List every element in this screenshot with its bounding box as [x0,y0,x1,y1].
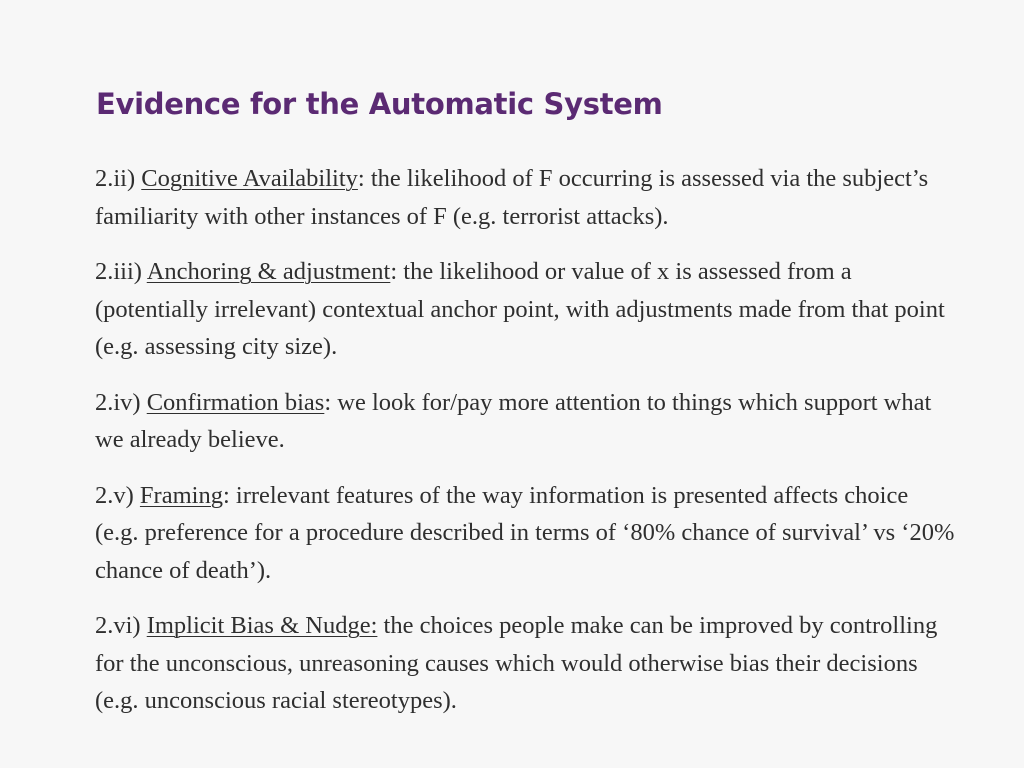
item-separator: : [222,481,230,509]
item-number: 2.vi) [95,612,147,639]
item-description: we look for/pay more attention to things which support what we already believe. [95,388,932,453]
item-term: Anchoring & adjustment [146,258,391,285]
slide-content [95,160,955,720]
item-description: the likelihood of F occurring is assessed via the subject’s familiarity with other instances of F (e.g. terrorist attacks). [95,165,929,230]
item-description: irrelevant features of the way information is presented affects choice (e.g. preference for a procedure described in terms of ‘80% chance of survival’ vs ‘20% chance of death’). [95,481,955,584]
item-framing [95,477,955,590]
item-number: 2.iii) [95,258,147,285]
item-separator: : [324,388,332,416]
item-term: Implicit Bias & Nudge: [146,612,378,639]
item-number: 2.v) [95,481,140,509]
item-term: Confirmation bias [146,388,325,416]
item-separator: : [357,165,365,192]
item-term: Framing [139,481,223,509]
slide-title: Evidence for the Automatic System [96,87,663,121]
item-term: Cognitive Availability [141,165,358,192]
item-number: 2.ii) [95,165,142,192]
item-implicit-bias-nudge [95,607,955,720]
item-anchoring-adjustment [95,253,955,366]
item-confirmation-bias [95,384,955,459]
item-description: the likelihood or value of x is assessed from a (potentially irrelevant) contextual anchor point, with adjustments made from that point (e.g. assessing city size). [95,258,945,360]
item-number: 2.iv) [95,388,147,416]
item-separator: : [390,258,398,285]
item-cognitive-availability [95,160,955,235]
item-description: the choices people make can be improved by controlling for the unconscious, unreasoning causes which would otherwise bias their decisions (e.g. unconscious racial stereotypes). [95,612,938,714]
